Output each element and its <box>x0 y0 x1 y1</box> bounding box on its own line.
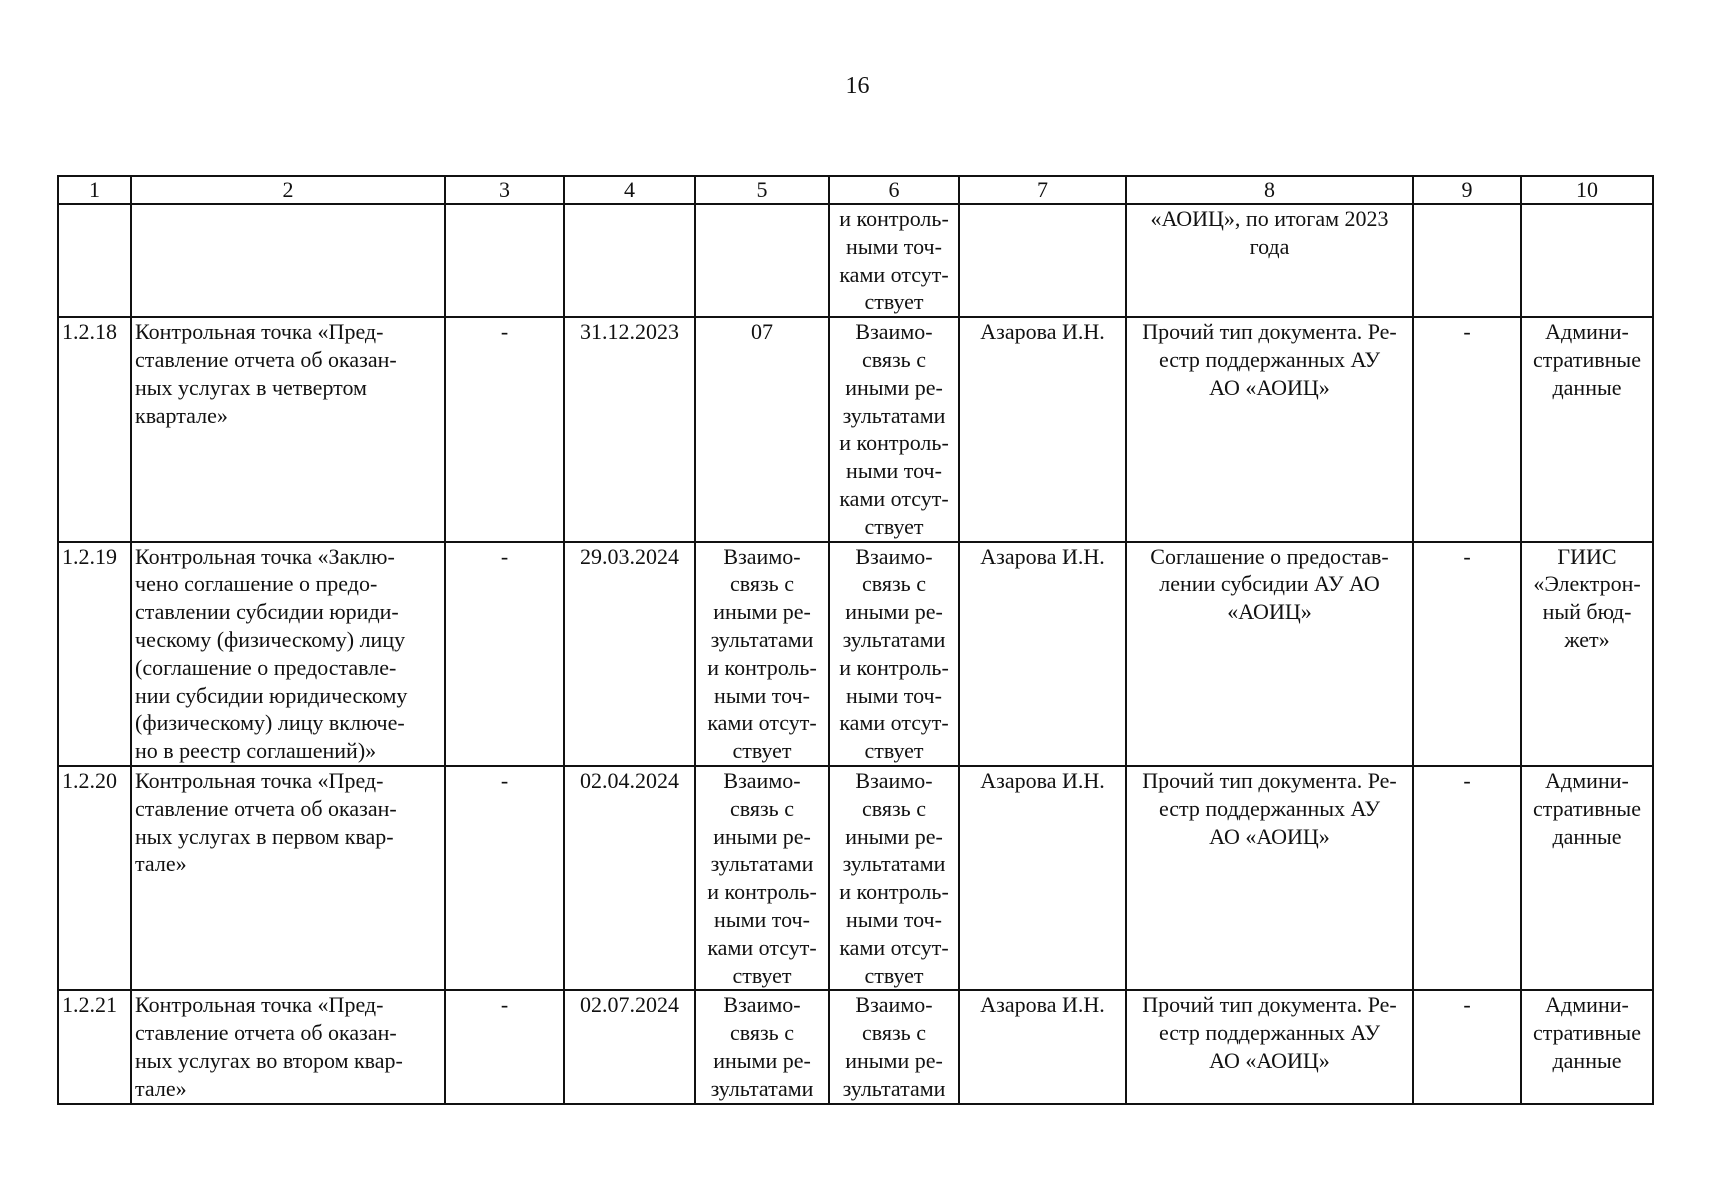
column-header: 6 <box>829 176 959 204</box>
responsible-person: Азарова И.Н. <box>959 990 1126 1103</box>
table-cell <box>564 204 695 317</box>
control-point-name: Контрольная точка «Пред- ставление отчета об оказан- ных услугах в четвертом квартале» <box>131 317 445 541</box>
table-cell: - <box>1413 317 1521 541</box>
control-point-name: Контрольная точка «Пред- ставление отчета об оказан- ных услугах во втором квар- тале» <box>131 990 445 1103</box>
table-cell <box>1413 204 1521 317</box>
table-cell: 07 <box>695 317 829 541</box>
table-cell: - <box>445 990 564 1103</box>
table-cell: Взаимо- связь с иными ре- зультатами и контроль- ными точ- ками отсут- ствует <box>829 766 959 990</box>
table-cell: - <box>445 542 564 766</box>
row-number: 1.2.18 <box>58 317 131 541</box>
document-type: Прочий тип документа. Ре- естр поддержанных АУ АО «АОИЦ» <box>1126 990 1413 1103</box>
document-type: Прочий тип документа. Ре- естр поддержанных АУ АО «АОИЦ» <box>1126 766 1413 990</box>
column-header: 10 <box>1521 176 1653 204</box>
table-cell <box>131 204 445 317</box>
table-cell <box>1521 204 1653 317</box>
table-row <box>58 542 1653 766</box>
data-source: Админи- стративные данные <box>1521 990 1653 1103</box>
due-date: 02.04.2024 <box>564 766 695 990</box>
table-cell: - <box>445 317 564 541</box>
column-header: 7 <box>959 176 1126 204</box>
row-number: 1.2.20 <box>58 766 131 990</box>
due-date: 31.12.2023 <box>564 317 695 541</box>
table-cell: - <box>1413 542 1521 766</box>
data-source: Админи- стративные данные <box>1521 766 1653 990</box>
column-header: 9 <box>1413 176 1521 204</box>
data-source: Админи- стративные данные <box>1521 317 1653 541</box>
table-cell: и контроль- ными точ- ками отсут- ствует <box>829 204 959 317</box>
table-cell <box>58 204 131 317</box>
responsible-person: Азарова И.Н. <box>959 542 1126 766</box>
column-header: 3 <box>445 176 564 204</box>
table-cell: Взаимо- связь с иными ре- зультатами и контроль- ными точ- ками отсут- ствует <box>695 542 829 766</box>
control-points-table <box>57 175 1654 1105</box>
due-date: 02.07.2024 <box>564 990 695 1103</box>
table-cell: Взаимо- связь с иными ре- зультатами <box>829 990 959 1103</box>
column-header: 1 <box>58 176 131 204</box>
row-number: 1.2.21 <box>58 990 131 1103</box>
table-cell: - <box>1413 766 1521 990</box>
table-cell <box>959 204 1126 317</box>
responsible-person: Азарова И.Н. <box>959 317 1126 541</box>
table-cell: «АОИЦ», по итогам 2023 года <box>1126 204 1413 317</box>
table-cell <box>445 204 564 317</box>
control-point-name: Контрольная точка «Пред- ставление отчета об оказан- ных услугах в первом квар- тале» <box>131 766 445 990</box>
column-header: 4 <box>564 176 695 204</box>
responsible-person: Азарова И.Н. <box>959 766 1126 990</box>
table-row <box>58 766 1653 990</box>
due-date: 29.03.2024 <box>564 542 695 766</box>
table-cell: Взаимо- связь с иными ре- зультатами и контроль- ными точ- ками отсут- ствует <box>695 766 829 990</box>
table-row-continuation <box>58 204 1653 317</box>
table-row <box>58 317 1653 541</box>
table-cell: Взаимо- связь с иными ре- зультатами и контроль- ными точ- ками отсут- ствует <box>829 317 959 541</box>
document-type: Прочий тип документа. Ре- естр поддержанных АУ АО «АОИЦ» <box>1126 317 1413 541</box>
table-cell: Взаимо- связь с иными ре- зультатами <box>695 990 829 1103</box>
control-point-name: Контрольная точка «Заклю- чено соглашение о предо- ставлении субсидии юриди- ческому (физическому) лицу (соглашение о предоставле- нии субсидии юридическому (физическому) лицу включе- но в реестр соглашений)» <box>131 542 445 766</box>
page-number: 16 <box>845 73 870 99</box>
row-number: 1.2.19 <box>58 542 131 766</box>
data-source: ГИИС «Электрон- ный бюд- жет» <box>1521 542 1653 766</box>
table-cell: - <box>445 766 564 990</box>
table-cell: - <box>1413 990 1521 1103</box>
column-header: 5 <box>695 176 829 204</box>
table-row <box>58 990 1653 1103</box>
document-type: Соглашение о предостав- лении субсидии АУ АО «АОИЦ» <box>1126 542 1413 766</box>
column-header: 2 <box>131 176 445 204</box>
table-header-row <box>58 176 1653 204</box>
table-cell: Взаимо- связь с иными ре- зультатами и контроль- ными точ- ками отсут- ствует <box>829 542 959 766</box>
column-header: 8 <box>1126 176 1413 204</box>
table-cell <box>695 204 829 317</box>
